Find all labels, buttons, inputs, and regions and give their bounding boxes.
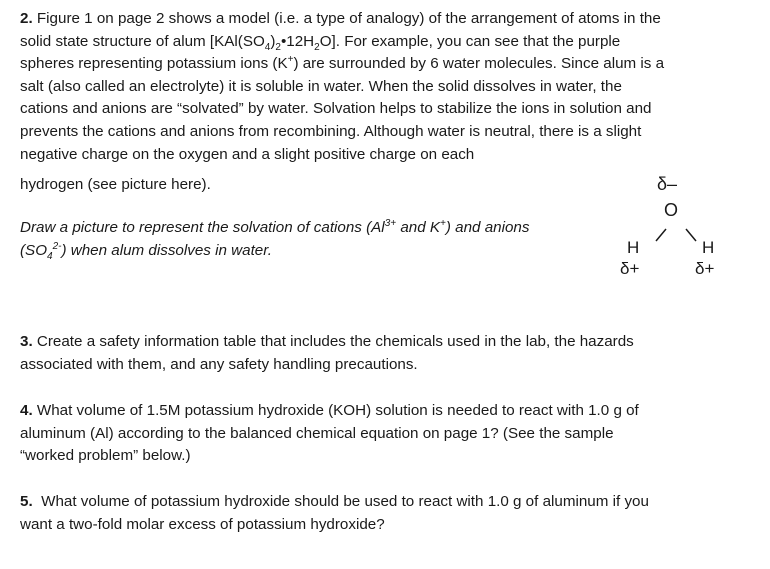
q2-line-3 — [20, 53, 750, 76]
q2-text-2b: ) — [270, 32, 276, 50]
q2-line-7: negative charge on the oxygen and a slight positive charge on each — [20, 145, 475, 163]
oxygen-label: O — [664, 200, 679, 220]
q3-text-1: Create a safety information table that includes the chemicals used in the lab, the hazards — [32, 333, 634, 350]
q2-sub-2: 2 — [275, 41, 281, 53]
hydrogen-right-label: H — [702, 238, 715, 257]
q2-line-1 — [20, 8, 750, 31]
q2-sub-1: 4 — [264, 41, 271, 53]
q2-line-2 — [20, 31, 750, 54]
q2-line-6: prevents the cations and anions from recombining. Although water is neutral, there is a slight — [20, 122, 642, 140]
q2-draw-text-1b: and K — [396, 219, 441, 236]
q2-line-4: salt (also called an electrolyte) it is soluble in water. When the solid dissolves in water, the — [20, 77, 622, 95]
q2-draw-text-2b: ) when alum dissolves in water. — [61, 241, 272, 259]
bond-right — [686, 229, 696, 241]
delta-plus-left-label: δ+ — [620, 259, 640, 278]
q4-number: 4. — [20, 402, 33, 419]
q3-line-2: associated with them, and any safety handling precautions. — [20, 355, 418, 373]
q2-line-5: cations and anions are “solvated” by water. Solvation helps to stabilize the ions in solution and — [20, 100, 652, 118]
q4-line-3: “worked problem” below.) — [20, 447, 191, 465]
q2-text-3a: spheres representing potassium ions (K — [20, 55, 288, 73]
q2-draw-sub: 4 — [47, 250, 53, 262]
q2-draw-prompt — [20, 217, 610, 262]
q4-text-1: What volume of 1.5M potassium hydroxide (KOH) solution is needed to react with 1.0 g of — [32, 402, 639, 419]
q2-text-2c: •12H — [280, 32, 315, 50]
delta-minus-label: δ– — [657, 174, 678, 194]
q2-draw-line-1 — [20, 217, 610, 240]
q5-line-1 — [20, 491, 750, 514]
q3-number: 3. — [20, 333, 33, 350]
q2-text-2d: O]. For example, you can see that the purple — [319, 32, 621, 50]
q2-draw-sup-2: + — [440, 217, 446, 229]
q2-draw-sup-1: 3+ — [384, 217, 397, 229]
q2-draw-line-2 — [20, 240, 610, 263]
q5-number: 5. — [20, 493, 33, 510]
q4-line-2: aluminum (Al) according to the balanced chemical equation on page 1? (See the sample — [20, 424, 614, 442]
q5-line-2: want a two-fold molar excess of potassium hydroxide? — [20, 515, 385, 533]
q2-draw-text-1a: Draw a picture to represent the solvation of cations (Al — [20, 219, 385, 236]
q3-line-1 — [20, 331, 750, 354]
bond-left — [656, 229, 666, 241]
q4-line-1 — [20, 400, 750, 423]
question-4 — [20, 400, 750, 468]
q2-sup-1: + — [287, 54, 294, 66]
q2-text-1: Figure 1 on page 2 shows a model (i.e. a type of analogy) of the arrangement of atoms in the — [36, 10, 661, 27]
question-2 — [20, 8, 750, 166]
q2-text-2a: solid state structure of alum [KAl(SO — [20, 32, 265, 50]
q2-draw-text-2a: (SO — [20, 241, 48, 259]
delta-plus-right-label: δ+ — [695, 259, 715, 278]
q2-text-3b: ) are surrounded by 6 water molecules. Since alum is a — [293, 55, 665, 73]
question-5 — [20, 491, 750, 536]
q5-text-1: What volume of potassium hydroxide should be used to react with 1.0 g of aluminum if you — [32, 493, 649, 510]
q2-draw-sup-3: 2- — [52, 240, 62, 252]
hydrogen-left-label: H — [627, 238, 640, 257]
question-3 — [20, 331, 750, 376]
q2-draw-text-1c: ) and anions — [445, 219, 530, 236]
q2-number: 2. — [20, 10, 33, 27]
q2-sub-3: 2 — [314, 41, 320, 53]
q2-line-8: hydrogen (see picture here). — [20, 176, 211, 193]
